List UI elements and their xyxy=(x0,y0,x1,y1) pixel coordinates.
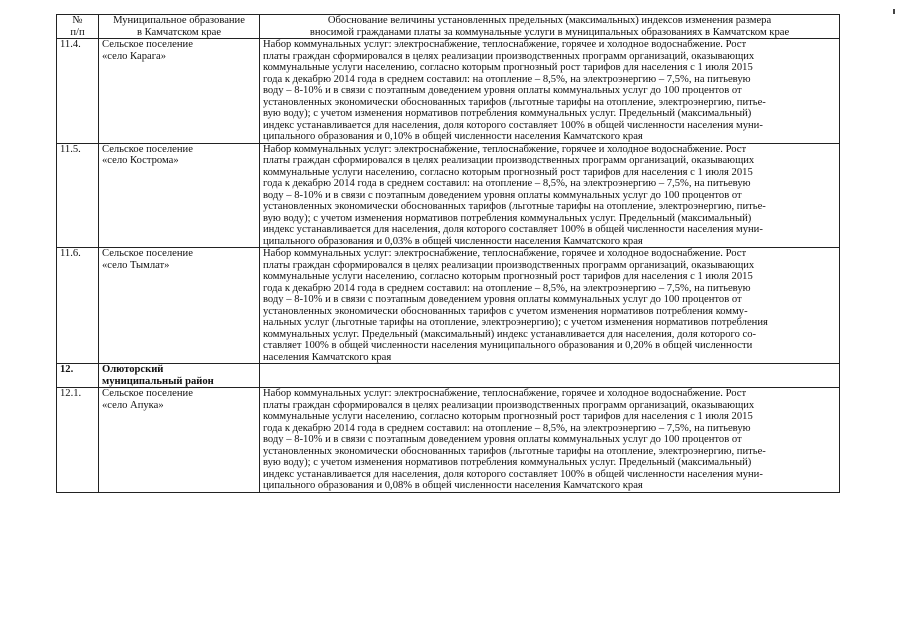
table-row xyxy=(57,143,840,248)
row-number: 12. xyxy=(57,364,99,388)
municipality-line: «село Тымлат» xyxy=(102,259,170,271)
justification-text xyxy=(260,364,840,388)
row-number: 11.6. xyxy=(57,248,99,364)
table-body xyxy=(57,39,840,493)
table-header xyxy=(57,15,840,39)
municipality-name xyxy=(99,388,260,493)
row-number: 11.5. xyxy=(57,143,99,248)
justification-line: ципального образования и 0,03% в общей численности населения Камчатского края xyxy=(263,235,643,247)
municipality-line: Сельское поселение xyxy=(102,143,193,155)
justification-line: вую воду); с учетом изменения нормативов потребления коммунальных услуг. Предельный (максимальный) xyxy=(263,108,752,119)
justification-line: установленных экономически обоснованных тарифов (льготные тарифы на отопление, электроэнергию, питье- xyxy=(263,96,766,108)
justification-line: вую воду); с учетом изменения нормативов потребления коммунальных услуг. Предельный (максимальный) xyxy=(263,212,752,224)
justification-line: индекс устанавливается для населения, доля которого составляет 100% в общей численности населения муни- xyxy=(263,119,763,131)
table-row xyxy=(57,39,840,144)
table-row xyxy=(57,248,840,364)
municipality-line: Сельское поселение xyxy=(102,39,193,50)
row-number: 11.4. xyxy=(57,39,99,144)
municipality-name xyxy=(99,364,260,388)
justification-line: ципального образования и 0,10% в общей численности населения Камчатского края xyxy=(263,131,643,142)
justification-line: нальных услуг (льготные тарифы на отопление, электроэнергию); с учетом изменения нормативов потребления xyxy=(263,317,768,328)
justification-line: платы граждан сформировался в целях реализации производственных программ организаций, оказывающих xyxy=(263,155,755,166)
municipality-line: Сельское поселение xyxy=(102,248,193,259)
justification-line: коммунальные услуги населению, согласно которым прогнозный рост тарифов для населения с 1 июля 2015 xyxy=(263,271,753,282)
municipality-line: Олюторский xyxy=(102,364,164,375)
justification-line: коммунальных услуг. Предельный (максимальный) индекс устанавливается для населения, доля которого со- xyxy=(263,328,757,340)
municipality-line: «село Апука» xyxy=(102,399,164,411)
justification-line: установленных экономически обоснованных тарифов (льготные тарифы на отопление, электроэнергию, питье- xyxy=(263,445,766,457)
municipality-name xyxy=(99,39,260,144)
municipality-line: муниципальный район xyxy=(102,375,214,387)
header-num: № п/п xyxy=(57,15,99,39)
municipality-name xyxy=(99,143,260,248)
municipality-line: «село Карага» xyxy=(102,50,167,62)
justification-line: воду – 8-10% и в связи с поэтапным доведением уровня оплаты коммунальных услуг до 100 процентов от xyxy=(263,85,742,96)
justification-text xyxy=(260,39,840,144)
municipality-line: Сельское поселение xyxy=(102,388,193,399)
justification-line: коммунальные услуги населению, согласно которым прогнозный рост тарифов для населения с 1 июля 2015 xyxy=(263,62,753,73)
page-edge-mark xyxy=(893,9,895,14)
justification-text xyxy=(260,248,840,364)
header-justification: Обоснование величины установленных предельных (максимальных) индексов изменения размера вносимой гражданами платы за коммунальные услуги в муниципальных образованиях в Камчатском крае xyxy=(260,15,840,39)
justification-text xyxy=(260,143,840,248)
justification-line: ставляет 100% в общей численности населения муниципального образования и 0,20% в общей численности xyxy=(263,340,753,351)
justification-line: населения Камчатского края xyxy=(263,351,392,363)
justification-line: воду – 8-10% и в связи с поэтапным доведением уровня оплаты коммунальных услуг до 100 процентов от xyxy=(263,294,742,305)
justification-line: установленных экономически обоснованных тарифов (льготные тарифы на отопление, электроэнергию, питье- xyxy=(263,201,766,212)
justification-text xyxy=(260,388,840,493)
justification-line: года к декабрю 2014 года в среднем составил: на отопление – 8,5%, на электроэнергию – 7,5%, на питьевую xyxy=(263,178,751,189)
justification-line: платы граждан сформировался в целях реализации производственных программ организаций, оказывающих xyxy=(263,399,755,411)
justification-line: коммунальные услуги населению, согласно которым прогнозный рост тарифов для населения с 1 июля 2015 xyxy=(263,411,753,422)
tariff-index-table xyxy=(56,14,840,493)
justification-line: воду – 8-10% и в связи с поэтапным доведением уровня оплаты коммунальных услуг до 100 процентов от xyxy=(263,189,742,201)
justification-line: платы граждан сформировался в целях реализации производственных программ организаций, оказывающих xyxy=(263,50,755,62)
justification-line: года к декабрю 2014 года в среднем составил: на отопление – 8,5%, на электроэнергию – 7,5%, на питьевую xyxy=(263,73,751,85)
header-municipality: Муниципальное образование в Камчатском крае xyxy=(99,15,260,39)
justification-line: коммунальные услуги населению, согласно которым прогнозный рост тарифов для населения с 1 июля 2015 xyxy=(263,166,753,178)
justification-line: года к декабрю 2014 года в среднем составил: на отопление – 8,5%, на электроэнергию – 7,5%, на питьевую xyxy=(263,422,751,434)
justification-line: индекс устанавливается для населения, доля которого составляет 100% в общей численности населения муни- xyxy=(263,224,763,235)
justification-line: Набор коммунальных услуг: электроснабжение, теплоснабжение, горячее и холодное водоснабжение. Рост xyxy=(263,143,747,155)
justification-line: установленных экономически обоснованных тарифов с учетом изменения нормативов потребления комму- xyxy=(263,305,748,317)
justification-line: Набор коммунальных услуг: электроснабжение, теплоснабжение, горячее и холодное водоснабжение. Рост xyxy=(263,248,747,259)
justification-line: Набор коммунальных услуг: электроснабжение, теплоснабжение, горячее и холодное водоснабжение. Рост xyxy=(263,39,747,50)
table-row xyxy=(57,388,840,493)
municipality-name xyxy=(99,248,260,364)
justification-line: Набор коммунальных услуг: электроснабжение, теплоснабжение, горячее и холодное водоснабжение. Рост xyxy=(263,388,747,399)
municipality-line: «село Кострома» xyxy=(102,155,179,166)
justification-line: ципального образования и 0,08% в общей численности населения Камчатского края xyxy=(263,480,643,491)
justification-line: воду – 8-10% и в связи с поэтапным доведением уровня оплаты коммунальных услуг до 100 процентов от xyxy=(263,434,742,445)
justification-line: года к декабрю 2014 года в среднем составил: на отопление – 8,5%, на электроэнергию – 7,5%, на питьевую xyxy=(263,282,751,294)
justification-line: вую воду); с учетом изменения нормативов потребления коммунальных услуг. Предельный (максимальный) xyxy=(263,457,752,468)
justification-line: платы граждан сформировался в целях реализации производственных программ организаций, оказывающих xyxy=(263,259,755,271)
region-row xyxy=(57,364,840,388)
justification-line: индекс устанавливается для населения, доля которого составляет 100% в общей численности населения муни- xyxy=(263,468,763,480)
row-number: 12.1. xyxy=(57,388,99,493)
